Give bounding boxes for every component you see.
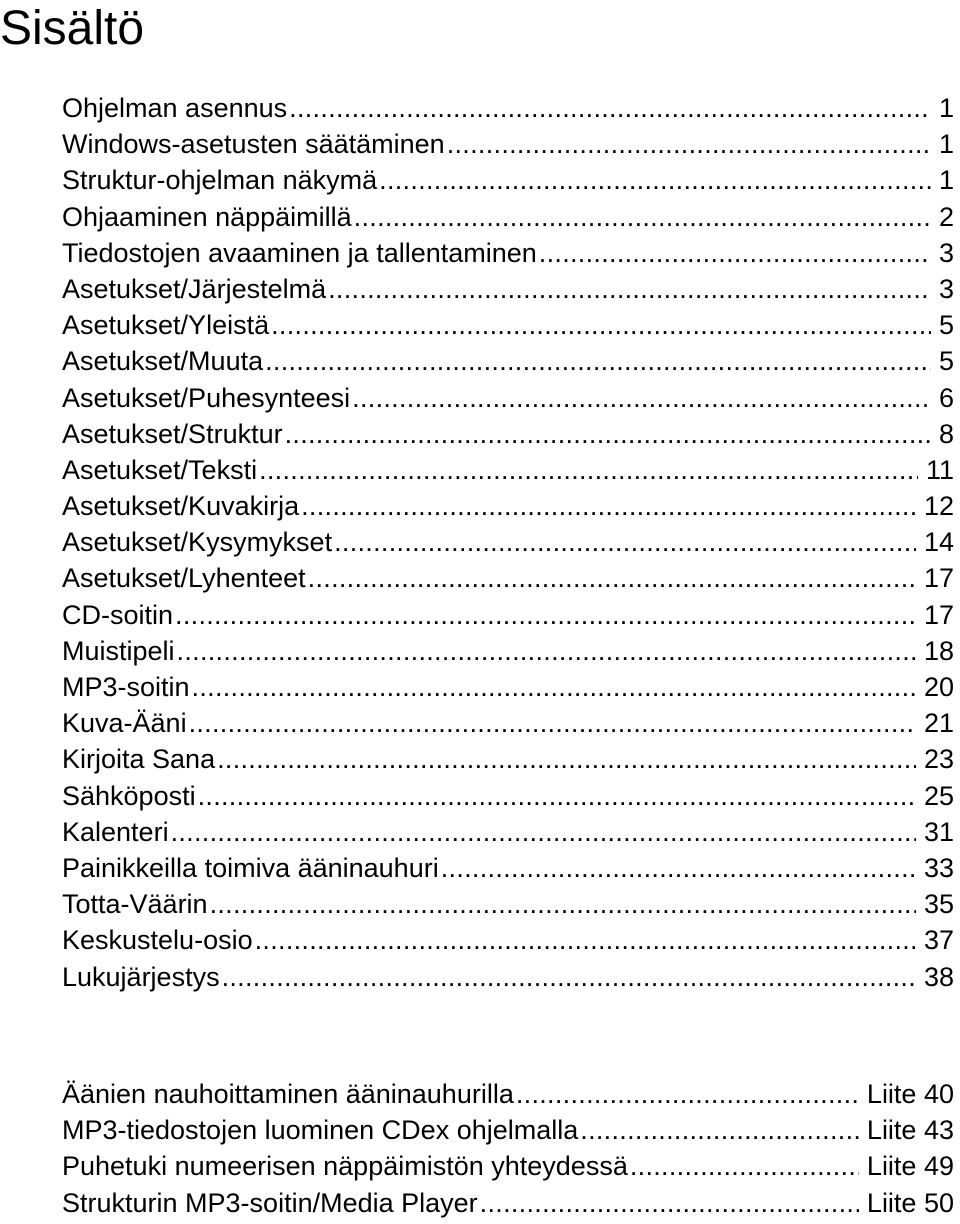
toc-entry-page: 1	[938, 165, 954, 196]
toc-entry-label: Asetukset/Kysymykset	[62, 527, 333, 558]
toc-entry-page: 17	[923, 563, 954, 594]
toc-entry	[62, 343, 954, 379]
toc-dot-leader	[190, 669, 916, 705]
toc-dot-leader	[269, 307, 931, 343]
toc-dot-leader	[578, 1112, 859, 1148]
toc-entry-page: 6	[938, 382, 954, 413]
toc-entry-page: 31	[923, 816, 954, 847]
toc-entry	[62, 633, 954, 669]
toc-entry-label: Muistipeli	[62, 635, 175, 666]
toc-dot-leader	[299, 488, 916, 524]
toc-entry	[62, 778, 954, 814]
toc-entry	[62, 1112, 954, 1148]
toc-entry-page: 11	[925, 454, 954, 485]
toc-entry-label: Struktur-ohjelman näkymä	[62, 165, 378, 196]
toc-entry-label: CD-soitin	[62, 599, 174, 630]
toc-dot-leader	[287, 90, 931, 126]
toc-entry	[62, 1076, 954, 1112]
toc-entry-label: Kuva-Ääni	[62, 708, 187, 739]
toc-entry	[62, 90, 954, 126]
toc-entry-page: 33	[923, 852, 954, 883]
toc-dot-leader	[326, 271, 931, 307]
toc-entry-page: Liite 43	[866, 1115, 954, 1146]
toc-entry-label: Asetukset/Muuta	[62, 346, 264, 377]
toc-entry-page: 8	[938, 418, 954, 449]
toc-entry	[62, 922, 954, 958]
toc-entry-label: Lukujärjestys	[62, 961, 220, 992]
toc-entry	[62, 162, 954, 198]
toc-dot-leader	[628, 1148, 859, 1184]
toc-entry-label: Sähköposti	[62, 780, 196, 811]
toc-entry	[62, 669, 954, 705]
toc-entry-page: 2	[938, 201, 954, 232]
toc-entry-page: 5	[938, 346, 954, 377]
toc-entry	[62, 850, 954, 886]
toc-entry-page: 17	[923, 599, 954, 630]
toc-dot-leader	[377, 162, 931, 198]
toc-entry-page: 38	[923, 961, 954, 992]
toc-dot-leader	[263, 343, 931, 379]
toc-dot-leader	[537, 235, 931, 271]
appendix-contents	[62, 1076, 954, 1221]
toc-dot-leader	[196, 778, 916, 814]
toc-entry-label: MP3-soitin	[62, 672, 190, 702]
toc-entry	[62, 307, 954, 343]
toc-entry	[62, 1185, 954, 1221]
toc-dot-leader	[283, 416, 931, 452]
toc-entry-label: Ohjelman asennus	[62, 93, 288, 123]
toc-entry-label: Asetukset/Struktur	[62, 418, 283, 449]
toc-entry-label: Puhetuki numeerisen näppäimistön yhteydessä	[62, 1151, 628, 1182]
toc-entry	[62, 488, 954, 524]
toc-entry-label: Asetukset/Kuvakirja	[62, 491, 300, 522]
toc-entry-label: Painikkeilla toimiva ääninauhuri	[62, 852, 439, 883]
toc-entry-label: Kalenteri	[62, 816, 169, 847]
toc-entry-page: 12	[923, 491, 954, 522]
toc-dot-leader	[215, 741, 916, 777]
toc-entry-page: Liite 49	[866, 1151, 954, 1182]
toc-dot-leader	[208, 886, 916, 922]
toc-entry	[62, 597, 954, 633]
toc-entry-page: 18	[923, 635, 954, 666]
toc-dot-leader	[350, 380, 931, 416]
toc-entry	[62, 886, 954, 922]
toc-entry-label: Strukturin MP3-soitin/Media Player	[62, 1187, 478, 1218]
toc-entry-page: 37	[923, 925, 954, 956]
toc-entry-label: MP3-tiedostojen luominen CDex ohjelmalla	[62, 1115, 579, 1146]
toc-entry	[62, 1148, 954, 1184]
toc-dot-leader	[175, 633, 916, 669]
toc-entry-page: 5	[938, 310, 954, 341]
toc-entry	[62, 560, 954, 596]
toc-entry	[62, 524, 954, 560]
toc-entry	[62, 416, 954, 452]
toc-entry-page: 1	[938, 93, 954, 123]
toc-entry	[62, 741, 954, 777]
toc-entry	[62, 380, 954, 416]
toc-entry	[62, 814, 954, 850]
toc-dot-leader	[306, 560, 916, 596]
toc-entry	[62, 126, 954, 162]
toc-entry-label: Asetukset/Lyhenteet	[62, 563, 306, 594]
page-title: Sisältö	[0, 2, 145, 55]
toc-entry-label: Asetukset/Teksti	[62, 454, 258, 485]
toc-entry	[62, 705, 954, 741]
toc-entry-label: Asetukset/Järjestelmä	[62, 273, 327, 304]
toc-entry-label: Äänien nauhoittaminen ääninauhurilla	[62, 1079, 514, 1109]
toc-entry-page: Liite 50	[866, 1187, 954, 1218]
toc-entry-page: Liite 40	[866, 1079, 954, 1109]
toc-entry-page: 14	[923, 527, 954, 558]
table-of-contents	[62, 90, 954, 995]
toc-entry	[62, 271, 954, 307]
toc-entry	[62, 235, 954, 271]
toc-entry-label: Windows-asetusten säätäminen	[62, 129, 445, 160]
toc-entry-page: 35	[923, 889, 954, 920]
toc-dot-leader	[332, 524, 916, 560]
toc-dot-leader	[173, 597, 916, 633]
toc-entry-label: Kirjoita Sana	[62, 744, 216, 775]
toc-entry-label: Asetukset/Yleistä	[62, 310, 270, 341]
toc-entry	[62, 199, 954, 235]
toc-entry-label: Asetukset/Puhesynteesi	[62, 382, 351, 413]
toc-entry-page: 3	[938, 273, 954, 304]
toc-entry-page: 21	[923, 708, 954, 739]
toc-entry	[62, 959, 954, 995]
toc-dot-leader	[439, 850, 916, 886]
toc-entry	[62, 452, 954, 488]
toc-entry-page: 3	[938, 237, 954, 268]
toc-entry-page: 25	[923, 780, 954, 811]
toc-dot-leader	[352, 199, 931, 235]
toc-dot-leader	[220, 959, 916, 995]
toc-entry-label: Tiedostojen avaaminen ja tallentaminen	[62, 237, 537, 268]
toc-entry-label: Ohjaaminen näppäimillä	[62, 201, 352, 232]
toc-entry-page: 1	[938, 129, 954, 160]
toc-dot-leader	[514, 1076, 859, 1112]
toc-entry-label: Totta-Väärin	[62, 889, 208, 920]
toc-dot-leader	[253, 922, 916, 958]
toc-dot-leader	[187, 705, 916, 741]
toc-entry-label: Keskustelu-osio	[62, 925, 253, 956]
toc-entry-page: 20	[923, 672, 954, 702]
toc-dot-leader	[445, 126, 931, 162]
toc-entry-page: 23	[923, 744, 954, 775]
toc-dot-leader	[478, 1185, 859, 1221]
toc-dot-leader	[169, 814, 916, 850]
toc-dot-leader	[257, 452, 918, 488]
